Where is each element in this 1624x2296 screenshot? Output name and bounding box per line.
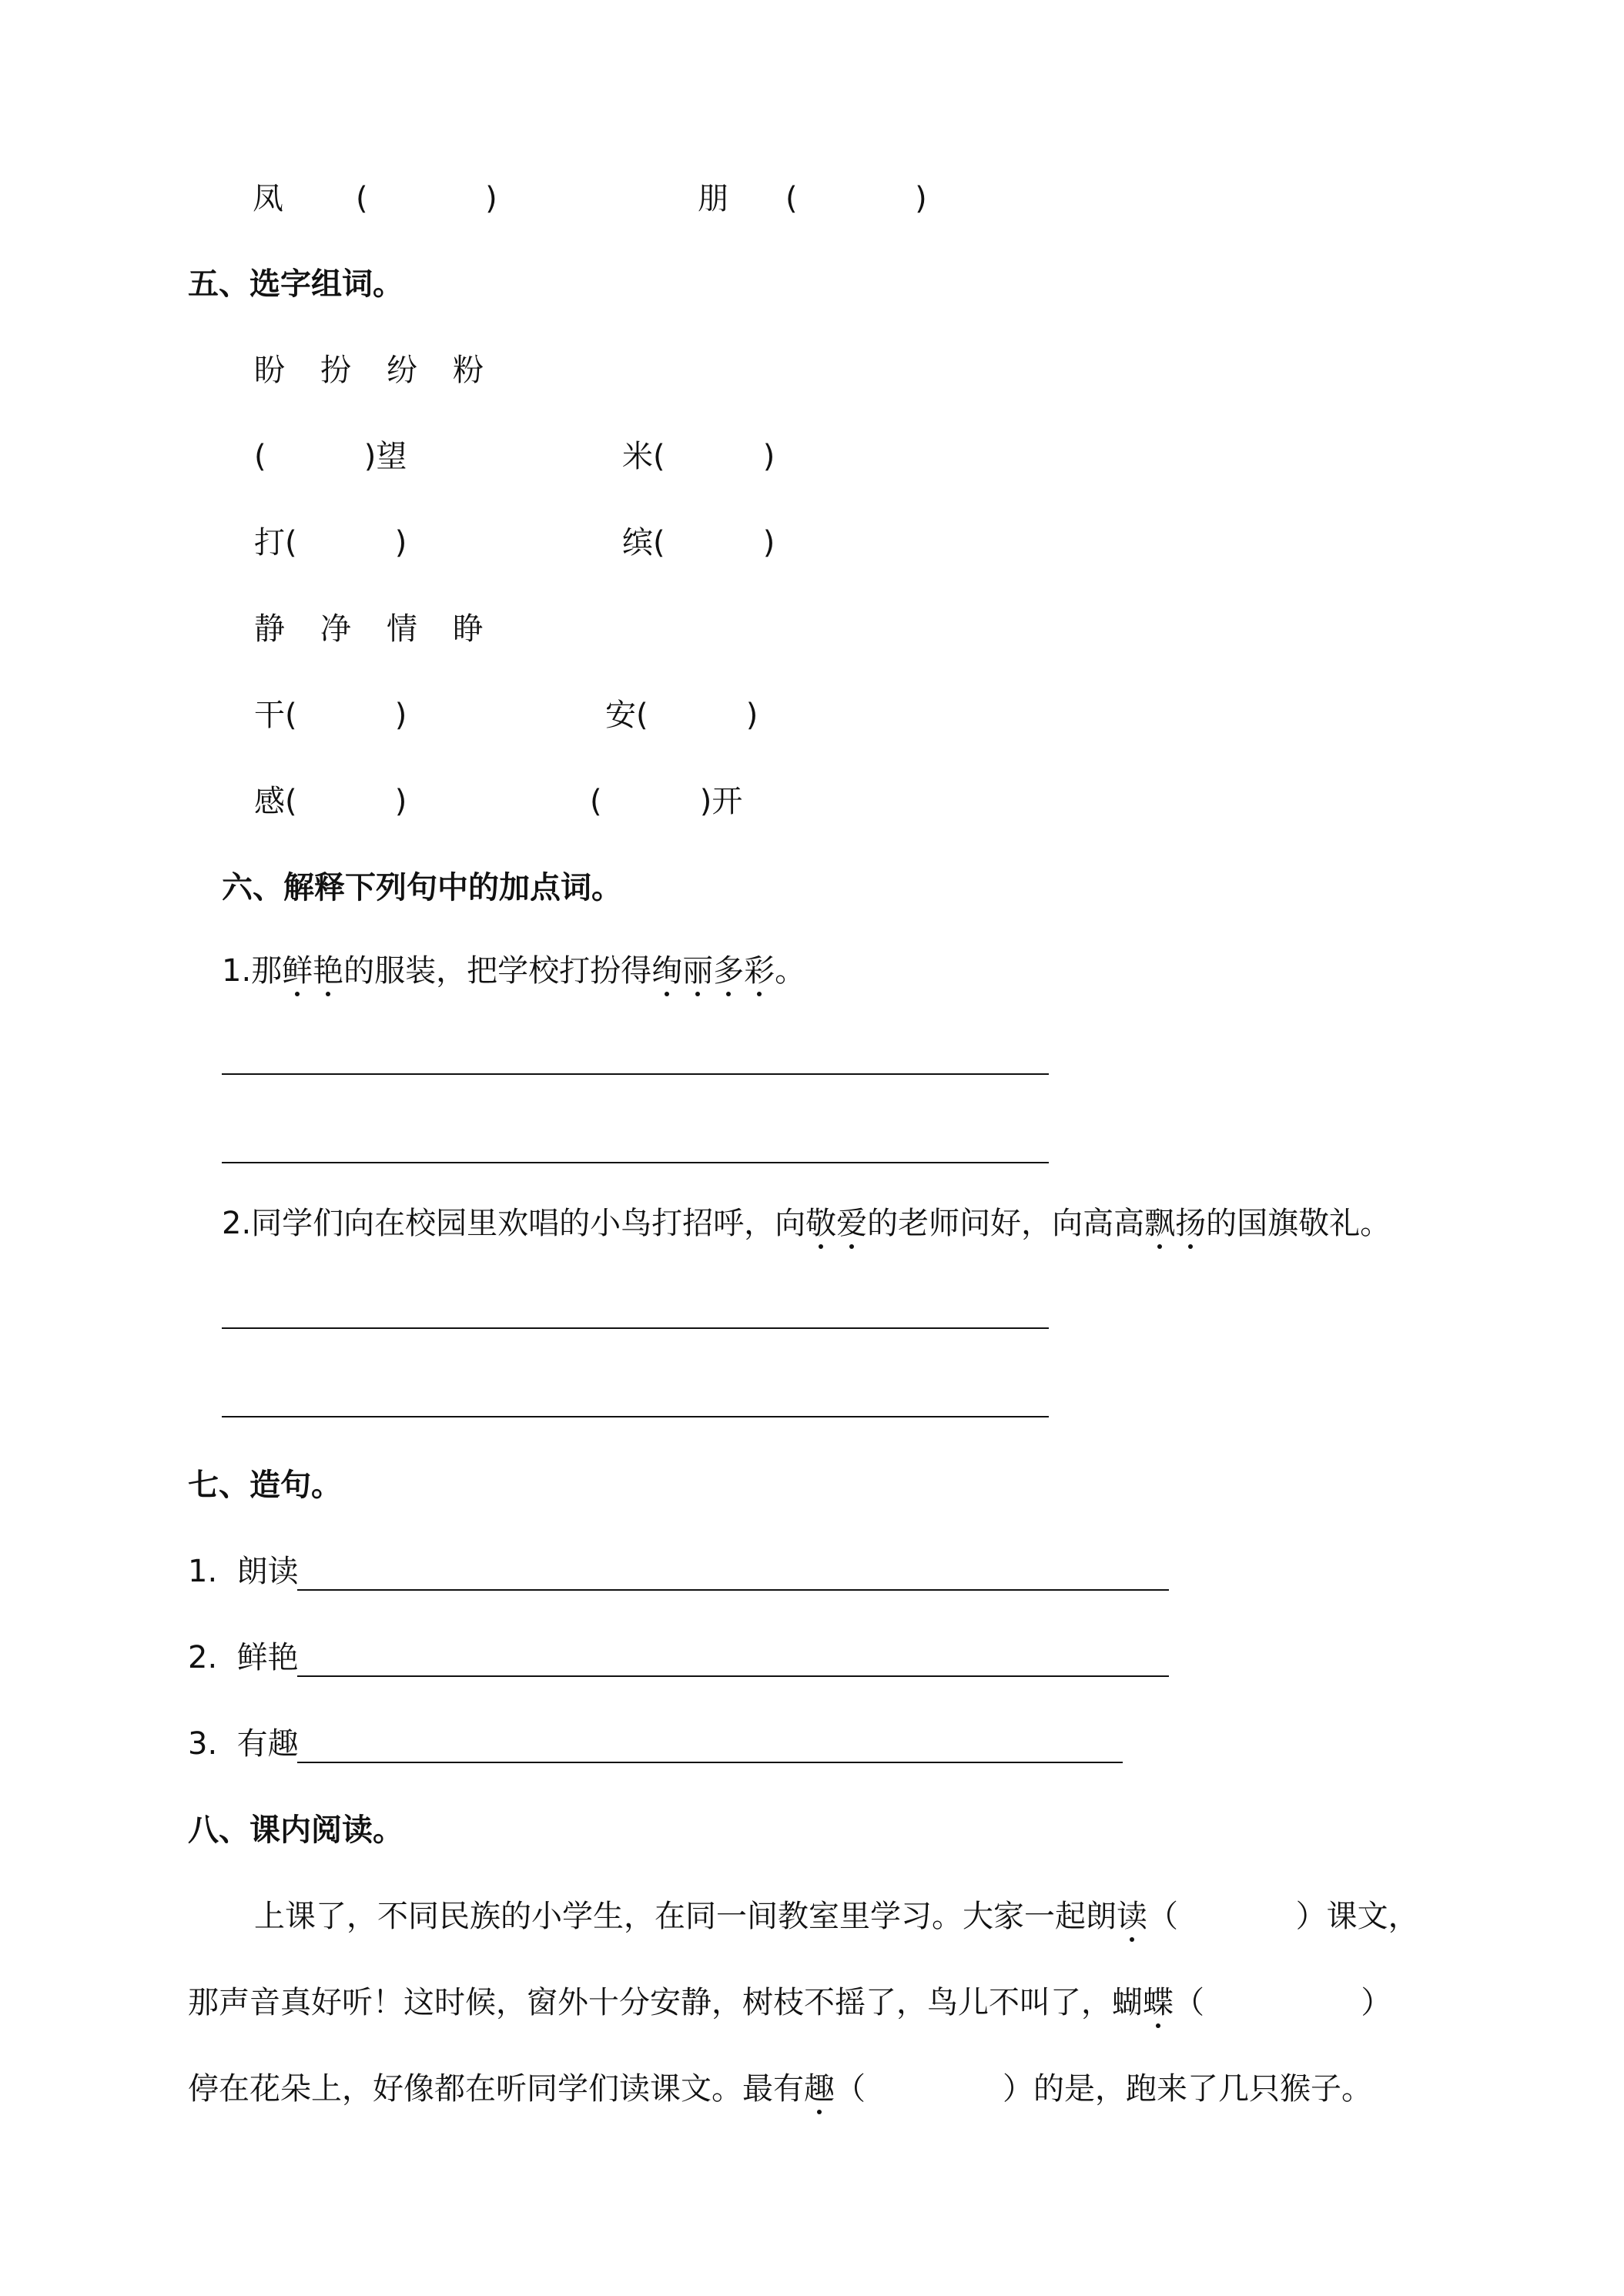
choice-char: 静: [254, 611, 285, 647]
answer-line[interactable]: [222, 1327, 1049, 1329]
section-6-heading: 六、解释下列句中的加点词。: [222, 870, 622, 905]
passage-line-1: [254, 1897, 1419, 1936]
dotted-char: 丽: [682, 953, 714, 989]
passage-blank[interactable]: （ ）: [1174, 1985, 1392, 2020]
blank-peng[interactable]: ( ): [785, 181, 927, 216]
sentence-1: [222, 952, 805, 990]
answer-line[interactable]: [222, 1416, 1049, 1417]
word-blank[interactable]: 米( ): [622, 439, 775, 474]
char-peng: 朋: [698, 181, 728, 216]
dotted-char: 鲜: [282, 953, 313, 989]
sentence-text: 的国旗敬礼。: [1206, 1206, 1391, 1241]
passage-text: 上课了，不同民族的小学生，在同一间教室里学习。大家一起朗: [254, 1899, 1117, 1934]
choice-char: 情: [387, 611, 417, 647]
section-7-heading: 七、造句。: [188, 1468, 342, 1503]
dotted-char: 绚: [651, 953, 683, 989]
char-feng: 凤: [253, 181, 283, 216]
word-blank[interactable]: ( )开: [590, 784, 743, 819]
sentence-text: 1.那: [222, 953, 283, 989]
choice-char: 纷: [387, 353, 417, 388]
word-blank[interactable]: ( )望: [254, 439, 407, 474]
sentence-text: 2.同学们向在校园里欢唱的小鸟打招呼，向: [222, 1206, 806, 1241]
answer-line[interactable]: [222, 1073, 1049, 1075]
sentence-line[interactable]: [297, 1675, 1169, 1677]
dotted-char: 敬: [805, 1206, 837, 1241]
sentence-text: 的老师问好，向高高: [867, 1206, 1145, 1241]
blank-feng[interactable]: ( ): [356, 181, 497, 216]
sentence-item-label: 2. 鲜艳: [188, 1640, 299, 1675]
dotted-char: 趣: [804, 2071, 835, 2107]
sentence-2: [222, 1204, 1391, 1243]
sentence-line[interactable]: [297, 1762, 1123, 1763]
dotted-char: 艳: [313, 953, 344, 989]
sentence-item-label: 1. 朗读: [188, 1554, 299, 1589]
dotted-char: 读: [1117, 1899, 1147, 1934]
passage-blank[interactable]: （ ）课文，: [1147, 1899, 1419, 1934]
sentence-text: 的服装，把学校打扮得: [343, 953, 652, 989]
sentence-item-label: 3. 有趣: [188, 1726, 299, 1762]
choice-char: 净: [320, 611, 351, 647]
section-8-heading: 八、课内阅读。: [188, 1812, 403, 1848]
answer-line[interactable]: [222, 1162, 1049, 1163]
dotted-char: 蝶: [1143, 1985, 1174, 2020]
passage-line-3: [188, 2070, 1372, 2108]
choice-char: 扮: [320, 353, 351, 388]
section-5-heading: 五、选字组词。: [188, 266, 403, 302]
passage-line-2: [188, 1983, 1391, 2022]
word-blank[interactable]: 缤( ): [622, 525, 775, 561]
dotted-char: 扬: [1175, 1206, 1207, 1241]
word-blank[interactable]: 感( ): [254, 784, 407, 819]
passage-blank[interactable]: （ ）的是，跑来了几只猴子。: [835, 2071, 1373, 2107]
dotted-char: 彩: [744, 953, 775, 989]
choice-char: 睁: [453, 611, 484, 647]
word-blank[interactable]: 安( ): [605, 698, 758, 733]
choice-char: 盼: [254, 353, 285, 388]
dotted-char: 飘: [1144, 1206, 1176, 1241]
choice-char: 粉: [453, 353, 484, 388]
passage-text: 停在花朵上，好像都在听同学们读课文。最有: [188, 2071, 804, 2107]
sentence-line[interactable]: [297, 1589, 1169, 1591]
dotted-char: 爱: [836, 1206, 868, 1241]
passage-text: 那声音真好听！这时候，窗外十分安静，树枝不摇了，鸟儿不叫了，蝴: [188, 1985, 1143, 2020]
word-blank[interactable]: 打( ): [254, 525, 407, 561]
dotted-char: 多: [713, 953, 745, 989]
sentence-text: 。: [775, 953, 806, 989]
word-blank[interactable]: 干( ): [254, 698, 407, 733]
